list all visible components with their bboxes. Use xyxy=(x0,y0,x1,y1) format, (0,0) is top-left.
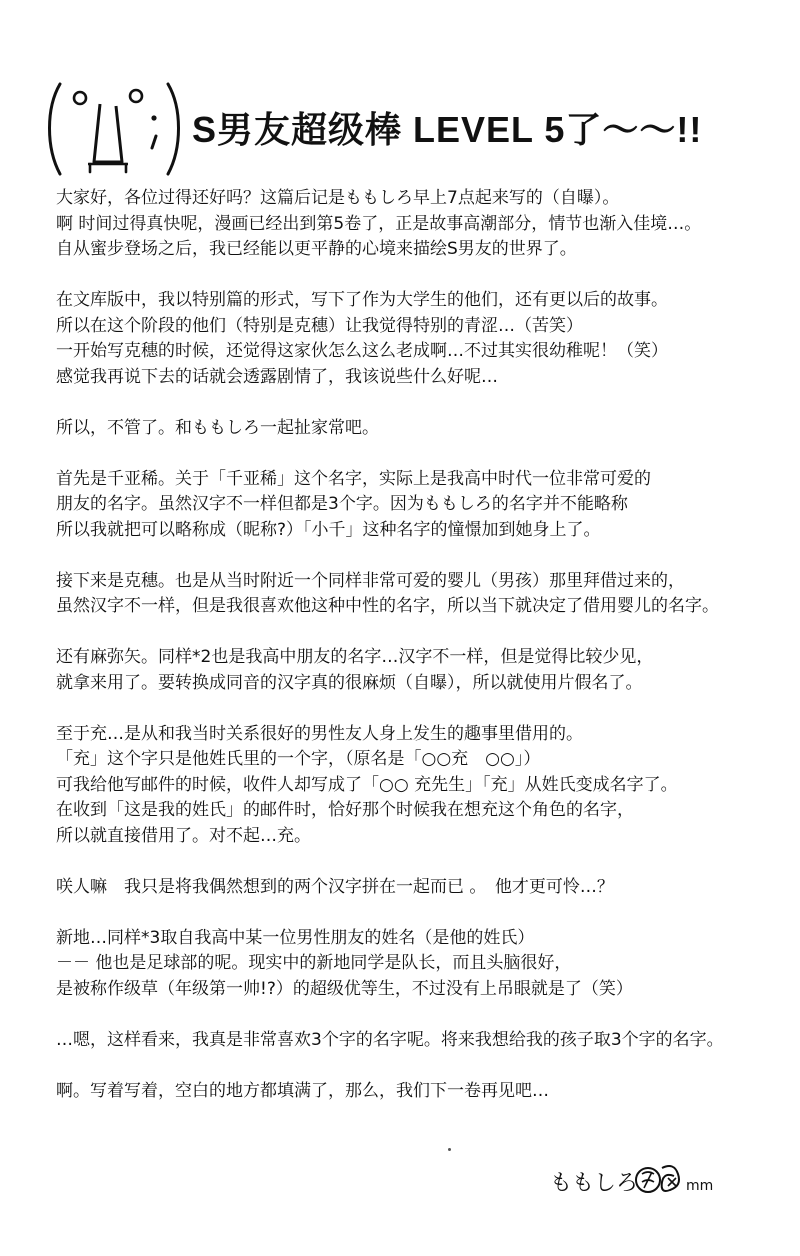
paragraph-greeting xyxy=(56,186,776,263)
paragraph-katsuho xyxy=(56,569,776,620)
paragraph-sakuto xyxy=(56,875,776,901)
paragraph-mitsuru xyxy=(56,722,776,850)
text-line: 接下来是克穗。也是从当时附近一个同样非常可爱的婴儿（男孩）那里拜借过来的， xyxy=(56,570,685,591)
text-line: 感觉我再说下去的话就会透露剧情了，我该说些什么好呢… xyxy=(56,366,498,387)
text-line: 至于充…是从和我当时关系很好的男性友人身上发生的趣事里借用的。 xyxy=(56,723,583,744)
text-line: 是被称作级草（年级第一帅!?）的超级优等生，不过没有上吊眼就是了（笑） xyxy=(56,978,633,999)
text-line: 虽然汉字不一样，但是我很喜欢他这种中性的名字，所以当下就决定了借用婴儿的名字。 xyxy=(56,596,719,616)
text-line: 一开始写克穗的时候，还觉得这家伙怎么这么老成啊…不过其实很幼稚呢！（笑） xyxy=(56,341,668,361)
paragraph-farewell xyxy=(56,1079,776,1105)
text-line: 咲人嘛 我只是将我偶然想到的两个汉字拼在一起而已 。 他才更可怜…？ xyxy=(56,876,614,897)
text-line: 就拿来用了。要转换成同音的汉字真的很麻烦（自曝），所以就使用片假名了。 xyxy=(56,672,643,693)
signature-mark: mm xyxy=(686,1178,714,1194)
text-line: 所以，不管了。和ももしろ一起扯家常吧。 xyxy=(56,417,379,438)
text-line: 朋友的名字。虽然汉字不一样但都是3个字。因为ももしろ的名字并不能略称 xyxy=(56,494,628,514)
stray-dot xyxy=(448,1148,451,1151)
text-line: 大家好，各位过得还好吗？这篇后记是ももしろ早上7点起来写的（自曝）。 xyxy=(56,188,620,208)
text-line: 所以我就把可以略称成（昵称?）「小千」这种名字的憧憬加到她身上了。 xyxy=(56,519,601,540)
text-line: 新地…同样*3取自我高中某一位男性朋友的姓名（是他的姓氏） xyxy=(56,927,535,948)
surprised-face-emoticon-icon xyxy=(44,78,184,178)
text-line: 在收到「这是我的姓氏」的邮件时，恰好那个时候我在想充这个角色的名字， xyxy=(56,800,634,820)
afterword-title: S男友超级棒 LEVEL 5了〜〜!! xyxy=(192,109,703,150)
paragraph-chitchat xyxy=(56,416,776,442)
afterword-header xyxy=(44,78,764,188)
signature-doodle-icon xyxy=(634,1160,754,1200)
text-line: 啊 时间过得真快呢，漫画已经出到第5卷了，正是故事高潮部分，情节也渐入佳境…。 xyxy=(56,213,702,234)
afterword-body xyxy=(56,186,776,1130)
text-line: 在文库版中，我以特别篇的形式，写下了作为大学生的他们，还有更以后的故事。 xyxy=(56,290,668,310)
text-line: －－ 他也是足球部的呢。现实中的新地同学是队长，而且头脑很好， xyxy=(56,953,572,973)
paragraph-bunko-edition xyxy=(56,288,776,390)
text-line: …嗯，这样看来，我真是非常喜欢3个字的名字呢。将来我想给我的孩子取3个字的名字。 xyxy=(56,1029,724,1050)
signature-name: ももしろ xyxy=(550,1171,639,1196)
text-line: 啊。写着写着，空白的地方都填满了，那么，我们下一卷再见吧… xyxy=(56,1080,549,1101)
paragraph-three-char-names xyxy=(56,1028,776,1054)
text-line: 还有麻弥矢。同样*2也是我高中朋友的名字…汉字不一样，但是觉得比较少见， xyxy=(56,647,654,667)
paragraph-mamiya xyxy=(56,645,776,696)
paragraph-chiaki xyxy=(56,467,776,544)
text-line: 首先是千亚稀。关于「千亚稀」这个名字，实际上是我高中时代一位非常可爱的 xyxy=(56,468,651,489)
text-line: 自从蜜步登场之后，我已经能以更平静的心境来描绘S男友的世界了。 xyxy=(56,239,577,259)
text-line: 「充」这个字只是他姓氏里的一个字，（原名是「○○充 ○○」） xyxy=(56,749,541,769)
text-line: 所以在这个阶段的他们（特别是克穗）让我觉得特别的青涩…（苦笑） xyxy=(56,315,583,336)
text-line: 所以就直接借用了。对不起…充。 xyxy=(56,825,311,846)
paragraph-niichi xyxy=(56,926,776,1003)
text-line: 可我给他写邮件的时候，收件人却写成了「○○ 充先生」「充」从姓氏变成名字了。 xyxy=(56,774,678,795)
